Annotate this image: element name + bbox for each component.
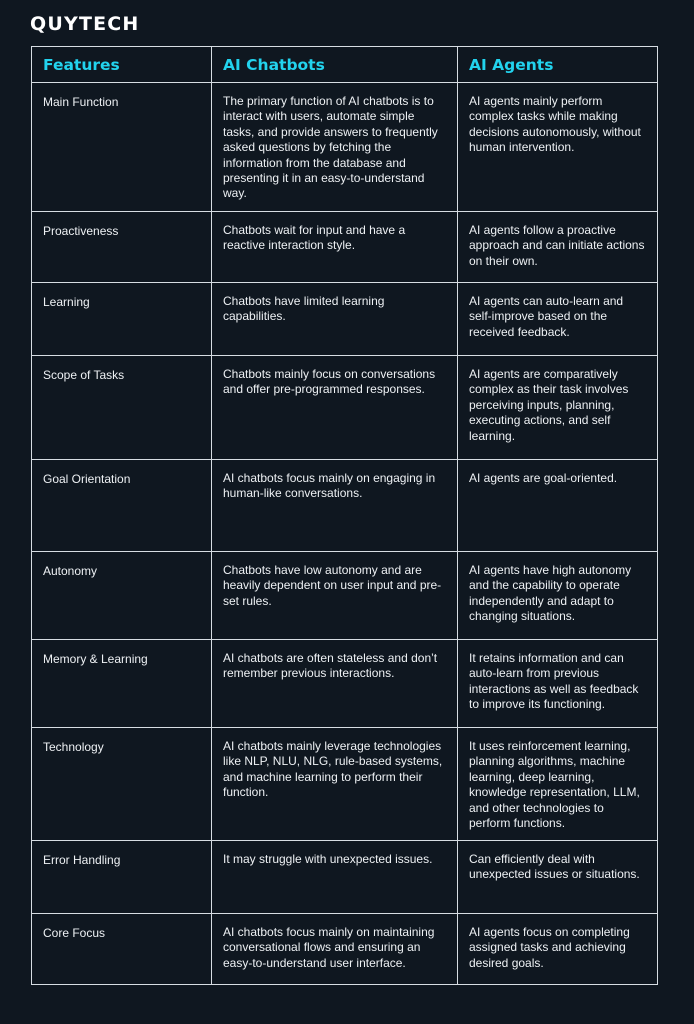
chatbots-cell: It may struggle with unexpected issues. [212,841,458,914]
table-row [32,640,658,728]
feature-cell: Scope of Tasks [32,356,212,460]
header-ai-chatbots: AI Chatbots [212,47,458,83]
table-row [32,83,658,212]
table-row [32,914,658,985]
feature-cell: Autonomy [32,552,212,640]
table-row [32,283,658,356]
chatbots-cell: AI chatbots are often stateless and don’t remember previous interactions. [212,640,458,728]
table-row [32,356,658,460]
feature-cell: Learning [32,283,212,356]
table-row [32,552,658,640]
chatbots-cell: Chatbots have low autonomy and are heavily dependent on user input and pre-set rules. [212,552,458,640]
feature-cell: Goal Orientation [32,460,212,552]
chatbots-cell: Chatbots mainly focus on conversations and offer pre-programmed responses. [212,356,458,460]
feature-cell: Proactiveness [32,212,212,283]
brand-logo: QUYTECH [30,13,140,35]
table-row [32,460,658,552]
chatbots-cell: The primary function of AI chatbots is to interact with users, automate simple tasks, and provide answers to frequently asked questions by fetching the information from the database and presenting it in an easy-to-understand way. [212,83,458,212]
feature-cell: Core Focus [32,914,212,985]
chatbots-cell: AI chatbots focus mainly on maintaining conversational flows and ensuring an easy-to-understand user interface. [212,914,458,985]
header-ai-agents: AI Agents [458,47,658,83]
agents-cell: It uses reinforcement learning, planning algorithms, machine learning, deep learning, knowledge representation, LLM, and other technologies to perform functions. [458,728,658,841]
agents-cell: AI agents mainly perform complex tasks while making decisions autonomously, without human intervention. [458,83,658,212]
agents-cell: It retains information and can auto-learn from previous interactions as well as feedback to improve its functioning. [458,640,658,728]
chatbots-cell: AI chatbots mainly leverage technologies like NLP, NLU, NLG, rule-based systems, and machine learning to perform their function. [212,728,458,841]
chatbots-cell: Chatbots wait for input and have a reactive interaction style. [212,212,458,283]
agents-cell: AI agents have high autonomy and the capability to operate independently and adapt to changing situations. [458,552,658,640]
header-features: Features [32,47,212,83]
feature-cell: Error Handling [32,841,212,914]
agents-cell: Can efficiently deal with unexpected issues or situations. [458,841,658,914]
feature-cell: Main Function [32,83,212,212]
table-row [32,841,658,914]
agents-cell: AI agents can auto-learn and self-improve based on the received feedback. [458,283,658,356]
feature-cell: Memory & Learning [32,640,212,728]
agents-cell: AI agents follow a proactive approach and can initiate actions on their own. [458,212,658,283]
chatbots-cell: AI chatbots focus mainly on engaging in human-like conversations. [212,460,458,552]
chatbots-cell: Chatbots have limited learning capabilities. [212,283,458,356]
agents-cell: AI agents are comparatively complex as their task involves perceiving inputs, planning, executing actions, and self learning. [458,356,658,460]
table-row [32,728,658,841]
table-header-row [32,47,658,83]
feature-cell: Technology [32,728,212,841]
comparison-table [31,46,658,985]
agents-cell: AI agents are goal-oriented. [458,460,658,552]
table-row [32,212,658,283]
agents-cell: AI agents focus on completing assigned tasks and achieving desired goals. [458,914,658,985]
